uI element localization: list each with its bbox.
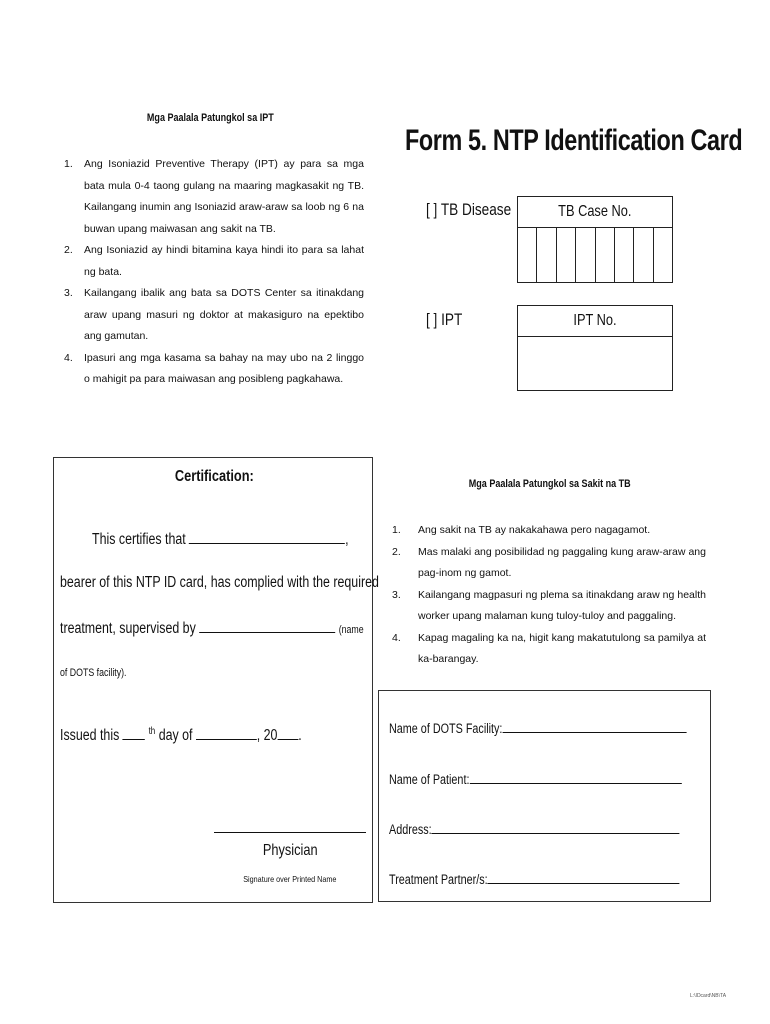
patient-info-panel xyxy=(378,690,711,902)
list-item: 3. Kailangang ibalik ang bata sa DOTS Center sa itinakdang araw upang masuri ng doktor at makasiguro na epektibo ang gamutan. xyxy=(64,287,364,342)
digit-cell[interactable] xyxy=(518,228,537,282)
ipt-checkbox[interactable]: [ ] IPT xyxy=(426,310,463,329)
treatment-partner-field[interactable] xyxy=(488,872,680,884)
physician-label: Physician xyxy=(262,842,318,859)
list-item: 1. Ang sakit na TB ay nakakahawa pero nagagamot. xyxy=(392,524,651,536)
tb-disease-checkbox[interactable]: [ ] TB Disease xyxy=(426,200,512,219)
patient-name-row: Name of Patient: xyxy=(389,772,755,787)
digit-cell[interactable] xyxy=(596,228,615,282)
issued-year-blank[interactable] xyxy=(277,726,298,740)
certification-title: Certification: xyxy=(174,468,254,485)
digit-cell[interactable] xyxy=(537,228,556,282)
issued-date-line: Issued this $^{th}$ day of , 20 . xyxy=(60,726,302,745)
list-item: 4. Ipasuri ang mga kasama sa bahay na may ubo na 2 linggo o mahigit pa para maiwasan ang posibleng pagkahawa. xyxy=(64,351,364,385)
list-item: 1. Ang Isoniazid Preventive Therapy (IPT) ay para sa mga bata mula 0-4 taong gulang na maaring magkasakit ng TB. Kailangang inumin ang Isoniazid araw-araw sa loob ng 6 na buwan upang maiwasan ang sakit na TB. xyxy=(64,158,364,235)
digit-cell[interactable] xyxy=(576,228,595,282)
ipt-reminders-title: Mga Paalala Patungkol sa IPT xyxy=(146,112,274,124)
patient-name-field[interactable] xyxy=(469,772,681,784)
ipt-reminders-list xyxy=(64,154,364,391)
dots-facility-blank[interactable] xyxy=(199,619,335,633)
tb-case-number-label: TB Case No. xyxy=(518,197,672,228)
dots-facility-row: Name of DOTS Facility: xyxy=(389,721,761,736)
tb-reminders-list xyxy=(392,520,706,671)
tb-case-number-cells[interactable] xyxy=(518,228,672,282)
treatment-partner-row: Treatment Partner/s: xyxy=(389,872,752,887)
issued-day-blank[interactable] xyxy=(123,726,145,740)
footer-code: L:\IDcard\NB\TA xyxy=(690,993,727,999)
digit-cell[interactable] xyxy=(654,228,672,282)
address-row: Address: xyxy=(389,822,752,837)
signature-caption: Signature over Printed Name xyxy=(243,874,337,884)
certification-line-3: treatment, supervised by (name xyxy=(60,620,364,637)
list-item: 3. Kailangang magpasuri ng plema sa itinakdang araw ng health worker upang malaman kung tuloy-tuloy and paggaling. xyxy=(392,588,706,622)
digit-cell[interactable] xyxy=(557,228,576,282)
ipt-number-box[interactable] xyxy=(517,305,673,391)
digit-cell[interactable] xyxy=(615,228,634,282)
list-item: 2. Ang Isoniazid ay hindi bitamina kaya hindi ito para sa lahat ng bata. xyxy=(64,244,364,278)
certification-line-1: This certifies that , xyxy=(92,531,349,548)
certification-line-2: bearer of this NTP ID card, has complied with the required xyxy=(60,574,379,591)
list-item: 4. Kapag magaling ka na, higit kang makatutulong sa pamilya at ka-barangay. xyxy=(392,631,706,665)
issued-month-blank[interactable] xyxy=(196,726,257,740)
digit-cell[interactable] xyxy=(634,228,653,282)
form-title: Form 5. NTP Identification Card xyxy=(405,124,743,157)
certification-panel xyxy=(53,457,379,903)
list-item: 2. Mas malaki ang posibilidad ng paggaling kung araw-araw ang pag-inom ng gamot. xyxy=(392,545,706,579)
certification-line-4: of DOTS facility). xyxy=(60,667,127,679)
dots-facility-field[interactable] xyxy=(502,721,686,733)
ipt-number-label: IPT No. xyxy=(518,306,672,337)
physician-signature-line[interactable] xyxy=(214,832,366,833)
tb-reminders-title: Mga Paalala Patungkol sa Sakit na TB xyxy=(469,478,631,490)
tb-case-number-box xyxy=(517,196,673,283)
patient-name-blank[interactable] xyxy=(189,530,345,544)
address-field[interactable] xyxy=(432,822,680,834)
